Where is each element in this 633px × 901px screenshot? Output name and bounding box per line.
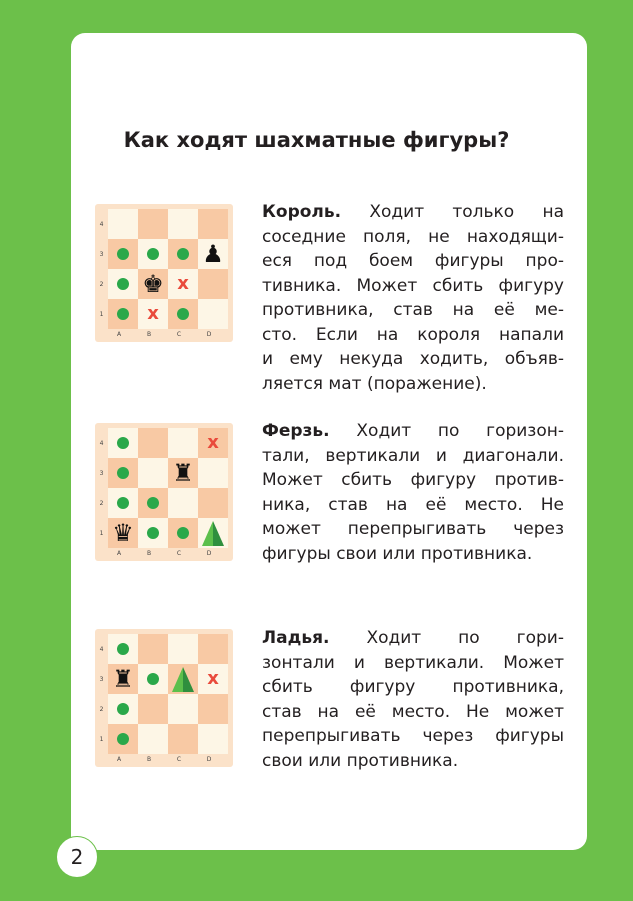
board-square-D4 — [198, 428, 228, 458]
piece-name: Король. — [262, 202, 342, 222]
column-label: A — [116, 550, 122, 557]
text-line — [262, 419, 564, 444]
board-square-D1 — [198, 299, 228, 329]
move-dot-icon — [117, 278, 129, 290]
move-dot-icon — [117, 437, 129, 449]
row-label: 4 — [99, 221, 104, 228]
queen-board — [95, 423, 233, 561]
board-square-C2 — [168, 694, 198, 724]
column-label: D — [206, 756, 212, 763]
text-line — [262, 298, 564, 323]
line-text: фигуры свои или противника. — [262, 543, 533, 564]
line-text: соседние поля, не находящи- — [262, 226, 564, 247]
line-text: Ходит по горизон- — [329, 421, 564, 441]
line-text: ляется мат (поражение). — [262, 373, 487, 394]
text-line — [262, 468, 564, 493]
tree-icon — [171, 666, 195, 693]
board-square-B1 — [138, 299, 168, 329]
capture-cross-icon: x — [207, 668, 219, 689]
text-line — [262, 700, 564, 725]
column-label: D — [206, 550, 212, 557]
piece-name: Ферзь. — [262, 421, 330, 441]
board-square-A3 — [108, 239, 138, 269]
row-label: 3 — [99, 251, 104, 258]
column-label: C — [176, 550, 182, 557]
board-square-A2 — [108, 488, 138, 518]
row-label: 2 — [99, 281, 104, 288]
text-line — [262, 675, 564, 700]
move-dot-icon — [117, 733, 129, 745]
line-text: став на её место. Не может — [262, 701, 564, 722]
line-text: сто. Если на короля напали — [262, 324, 564, 345]
board-square-C3 — [168, 458, 198, 488]
capture-cross-icon: x — [207, 432, 219, 453]
line-text: перепрыгивать через фигуры — [262, 726, 564, 746]
board-square-C3 — [168, 239, 198, 269]
board-square-B3 — [138, 458, 168, 488]
move-dot-icon — [117, 467, 129, 479]
column-label: B — [146, 550, 152, 557]
line-text: ника, став на её место. Не — [262, 494, 564, 515]
board-square-B2 — [138, 694, 168, 724]
text-line — [262, 626, 564, 651]
row-label: 1 — [99, 311, 104, 318]
piece-name: Ладья. — [262, 628, 330, 648]
board-square-A4 — [108, 634, 138, 664]
column-label: D — [206, 331, 212, 338]
text-line — [262, 651, 564, 676]
board-square-B4 — [138, 634, 168, 664]
column-label: A — [116, 331, 122, 338]
rook-icon: ♜ — [112, 665, 134, 693]
board-square-D4 — [198, 209, 228, 239]
text-line — [262, 542, 564, 567]
king-board — [95, 204, 233, 342]
column-label: A — [116, 756, 122, 763]
board-square-D3 — [198, 239, 228, 269]
line-text: Ходит только на — [341, 202, 564, 222]
text-line — [262, 444, 564, 469]
board-square-C2 — [168, 488, 198, 518]
move-dot-icon — [117, 308, 129, 320]
row-label: 1 — [99, 736, 104, 743]
board-square-A1 — [108, 518, 138, 548]
text-line — [262, 517, 564, 542]
move-dot-icon — [117, 248, 129, 260]
line-text: еся под боем фигуры про- — [262, 251, 564, 271]
board-square-C2 — [168, 269, 198, 299]
move-dot-icon — [177, 527, 189, 539]
column-label: B — [146, 756, 152, 763]
board-square-D4 — [198, 634, 228, 664]
column-label: C — [176, 331, 182, 338]
row-label: 4 — [99, 440, 104, 447]
board-square-C3 — [168, 664, 198, 694]
board-square-D2 — [198, 488, 228, 518]
text-line — [262, 493, 564, 518]
capture-cross-icon: x — [147, 303, 159, 324]
board-square-C4 — [168, 634, 198, 664]
line-text: тали, вертикали и диагонали. — [262, 445, 564, 466]
queen-description — [262, 419, 564, 566]
text-line — [262, 347, 564, 372]
line-text: противника, став на её ме- — [262, 300, 564, 320]
board-square-A2 — [108, 269, 138, 299]
line-text: зонтали и вертикали. Может — [262, 652, 564, 673]
king-description — [262, 200, 564, 396]
row-label: 3 — [99, 470, 104, 477]
line-text: тивника. Может сбить фигуру — [262, 275, 564, 296]
line-text: и ему некуда ходить, объяв- — [262, 349, 564, 369]
board-square-B4 — [138, 209, 168, 239]
board-square-D3 — [198, 458, 228, 488]
line-text: может перепрыгивать через — [262, 519, 564, 539]
board-square-A1 — [108, 724, 138, 754]
board-square-A3 — [108, 664, 138, 694]
move-dot-icon — [117, 703, 129, 715]
row-label: 2 — [99, 706, 104, 713]
text-line — [262, 323, 564, 348]
move-dot-icon — [147, 673, 159, 685]
row-label: 3 — [99, 676, 104, 683]
move-dot-icon — [147, 497, 159, 509]
text-line — [262, 249, 564, 274]
line-text: свои или противника. — [262, 750, 459, 771]
queen-icon: ♛ — [112, 519, 134, 547]
king-icon: ♚ — [142, 270, 164, 298]
board-square-D2 — [198, 694, 228, 724]
board-square-C4 — [168, 209, 198, 239]
column-label: B — [146, 331, 152, 338]
move-dot-icon — [147, 248, 159, 260]
board-square-C1 — [168, 518, 198, 548]
board-square-D1 — [198, 518, 228, 548]
board-square-D1 — [198, 724, 228, 754]
column-label: C — [176, 756, 182, 763]
board-square-B4 — [138, 428, 168, 458]
board-square-D2 — [198, 269, 228, 299]
text-line — [262, 372, 564, 397]
rook-description — [262, 626, 564, 773]
board-square-A4 — [108, 209, 138, 239]
text-line — [262, 225, 564, 250]
move-dot-icon — [117, 643, 129, 655]
board-square-B3 — [138, 664, 168, 694]
rook-icon: ♜ — [172, 459, 194, 487]
page-number: 2 — [56, 836, 98, 878]
board-grid — [108, 209, 228, 329]
text-line — [262, 200, 564, 225]
move-dot-icon — [177, 308, 189, 320]
board-square-C1 — [168, 724, 198, 754]
move-dot-icon — [147, 527, 159, 539]
tree-icon — [201, 520, 225, 547]
board-square-B2 — [138, 488, 168, 518]
board-square-B1 — [138, 724, 168, 754]
move-dot-icon — [117, 497, 129, 509]
text-line — [262, 274, 564, 299]
board-square-A1 — [108, 299, 138, 329]
row-label: 1 — [99, 530, 104, 537]
board-square-B2 — [138, 269, 168, 299]
pawn-icon: ♟ — [202, 240, 224, 268]
row-label: 4 — [99, 646, 104, 653]
board-square-B1 — [138, 518, 168, 548]
move-dot-icon — [177, 248, 189, 260]
line-text: Может сбить фигуру против- — [262, 470, 564, 490]
capture-cross-icon: x — [177, 273, 189, 294]
board-square-A2 — [108, 694, 138, 724]
board-square-B3 — [138, 239, 168, 269]
rook-board — [95, 629, 233, 767]
board-square-D3 — [198, 664, 228, 694]
board-square-A3 — [108, 458, 138, 488]
text-line — [262, 724, 564, 749]
line-text: Ходит по гори- — [329, 628, 564, 648]
page-title: Как ходят шахматные фигуры? — [123, 128, 510, 152]
board-square-A4 — [108, 428, 138, 458]
line-text: сбить фигуру противника, — [262, 677, 564, 697]
board-square-C1 — [168, 299, 198, 329]
board-grid — [108, 634, 228, 754]
row-label: 2 — [99, 500, 104, 507]
board-square-C4 — [168, 428, 198, 458]
text-line — [262, 749, 564, 774]
board-grid — [108, 428, 228, 548]
